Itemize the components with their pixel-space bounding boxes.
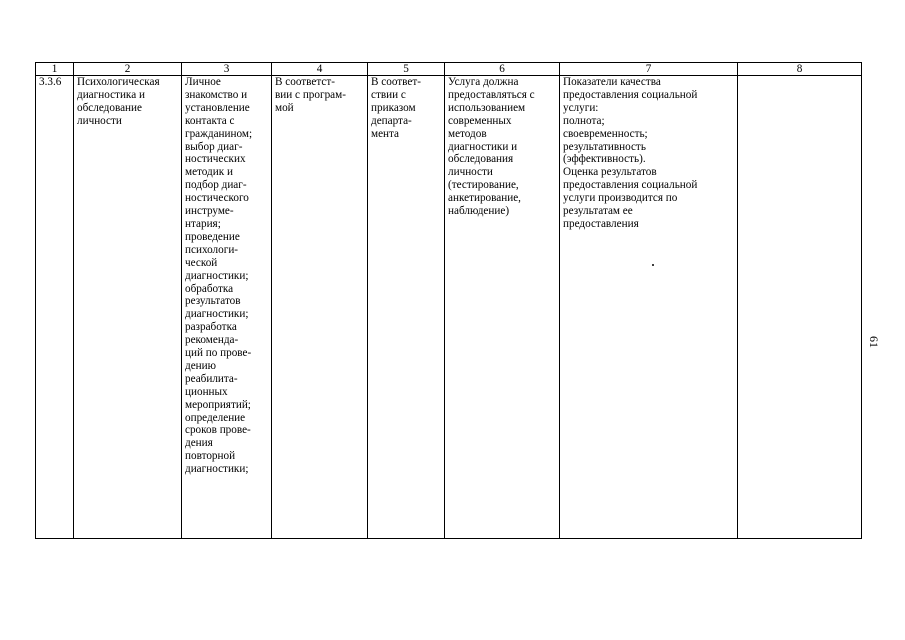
header-cell-4: 4 <box>272 63 368 76</box>
service-conditions: Услуга должна предоставляться с использованием современных методов диагностики и обследования личности (тестирование, анкетирование, наблюдение) <box>448 76 535 218</box>
header-cell-6: 6 <box>445 63 560 76</box>
service-name-cell <box>74 76 182 539</box>
table-row <box>36 76 862 539</box>
header-cell-3: 3 <box>182 63 272 76</box>
page-number: 61 <box>867 336 881 348</box>
services-table <box>35 62 862 539</box>
service-volume: В соответст- вии с програм- мой <box>275 76 346 114</box>
service-term: В соответ- ствии с приказом департа- мента <box>371 76 421 140</box>
header-cell-8: 8 <box>738 63 862 76</box>
service-volume-cell <box>272 76 368 539</box>
row-number: 3.3.6 <box>39 76 62 88</box>
service-conditions-cell <box>445 76 560 539</box>
service-name: Психологическая диагностика и обследование личности <box>77 76 160 127</box>
header-cell-2: 2 <box>74 63 182 76</box>
header-cell-1: 1 <box>36 63 74 76</box>
column-8-cell <box>738 76 862 539</box>
service-quality: Показатели качества предоставления социальной услуги: полнота; своевременность; результативность (эффективность). Оценка результатов предоставления социальной услуги производится по результатам ее предоставления <box>563 76 698 230</box>
service-quality-cell <box>560 76 738 539</box>
service-content-cell <box>182 76 272 539</box>
header-cell-5: 5 <box>368 63 445 76</box>
row-number-cell <box>36 76 74 539</box>
header-cell-7: 7 <box>560 63 738 76</box>
service-content: Личное знакомство и установление контакта с гражданином; выбор диаг- ностических методик и подбор диаг- ностического инструме- нтария; проведение психологи- ческой диагностики; обработка результатов диагностики; разработка рекоменда- ций по прове- дению реабилита- ционных мероприятий; определение сроков прове- дения повторной диагностики; <box>185 76 253 476</box>
stray-mark <box>652 264 654 266</box>
header-row <box>36 63 862 76</box>
service-term-cell <box>368 76 445 539</box>
